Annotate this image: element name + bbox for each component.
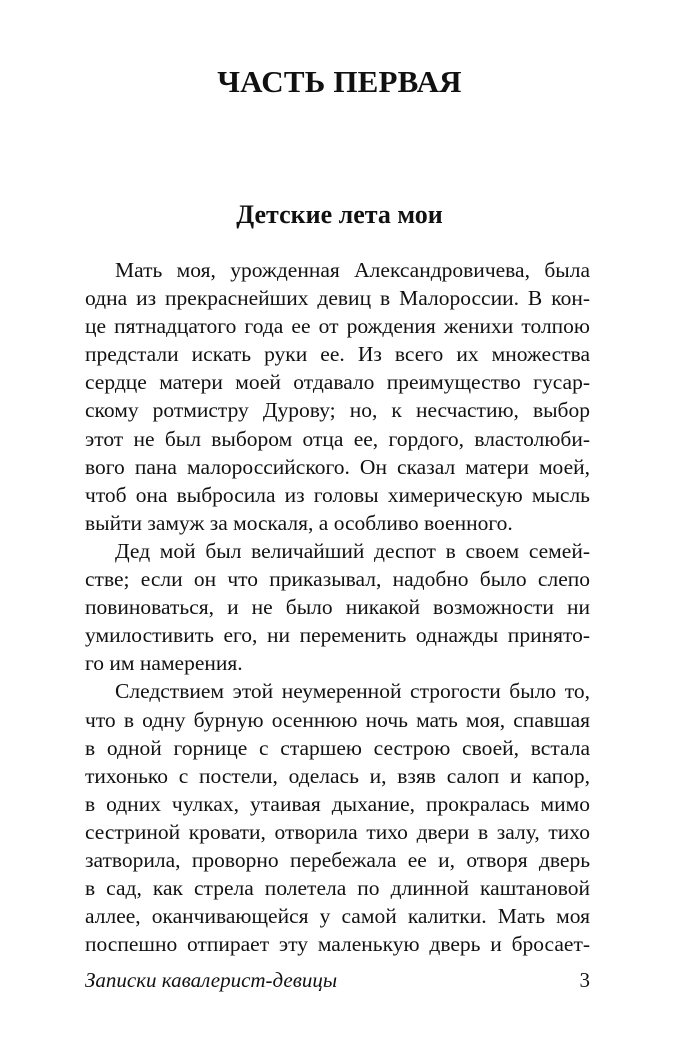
running-footer-title: Записки кавалерист-девицы	[85, 968, 338, 992]
chapter-title: Детские лета мои	[236, 200, 443, 229]
part-title: ЧАСТЬ ПЕРВАЯ	[217, 64, 462, 99]
text-line: стве; если он что приказывал, надобно было слепо	[85, 567, 590, 592]
text-line: це пятнадцатого года ее от рождения женихи толпою	[85, 314, 590, 339]
text-line: умилостивить его, ни переменить однажды принято-	[85, 623, 590, 648]
text-line: сердце матери моей отдавало преимущество гусар-	[85, 370, 590, 395]
text-line: в одной горнице с старшею сестрою своей, встала	[85, 735, 590, 760]
text-line: го им намерения.	[85, 651, 243, 676]
text-line: Дед мой был величайший деспот в своем семей-	[115, 538, 590, 563]
text-line: этот не был выбором отца ее, гордого, властолюби-	[85, 426, 590, 451]
text-line: Мать моя, урожденная Александровичева, была	[115, 258, 590, 282]
text-line: в сад, как стрела полетела по длинной каштановой	[85, 876, 590, 901]
text-line: выйти замуж за москаля, а особливо военного.	[85, 510, 513, 535]
text-line: что в одну бурную осеннюю ночь мать моя, спавшая	[85, 707, 590, 732]
text-line: тихонько с постели, оделась и, взяв салоп и капор,	[85, 763, 590, 788]
body-text	[85, 256, 590, 958]
text-line: вого пана малороссийского. Он сказал матери моей,	[85, 454, 590, 479]
text-line: повиноваться, и не было никакой возможности ни	[85, 595, 590, 620]
page-number: 3	[579, 968, 590, 992]
text-line: чтоб она выбросила из головы химерическую мысль	[85, 482, 590, 507]
text-line: одна из прекраснейших девиц в Малороссии. В кон-	[85, 286, 590, 311]
text-line: Следствием этой неумеренной строгости было то,	[115, 679, 590, 704]
text-line: скому ротмистру Дурову; но, к несчастию, выбор	[85, 398, 590, 423]
text-line: предстали искать руки ее. Из всего их множества	[85, 342, 590, 367]
text-line: поспешно отпирает эту маленькую дверь и бросает-	[85, 932, 590, 957]
text-line: аллее, оканчивающейся у самой калитки. Мать моя	[85, 904, 590, 929]
text-line: затворила, проворно перебежала ее и, отворя дверь	[85, 847, 590, 872]
text-line: сестриной кровати, отворила тихо двери в залу, тихо	[85, 819, 590, 844]
text-line: в одних чулках, утаивая дыхание, прокралась мимо	[85, 791, 590, 816]
